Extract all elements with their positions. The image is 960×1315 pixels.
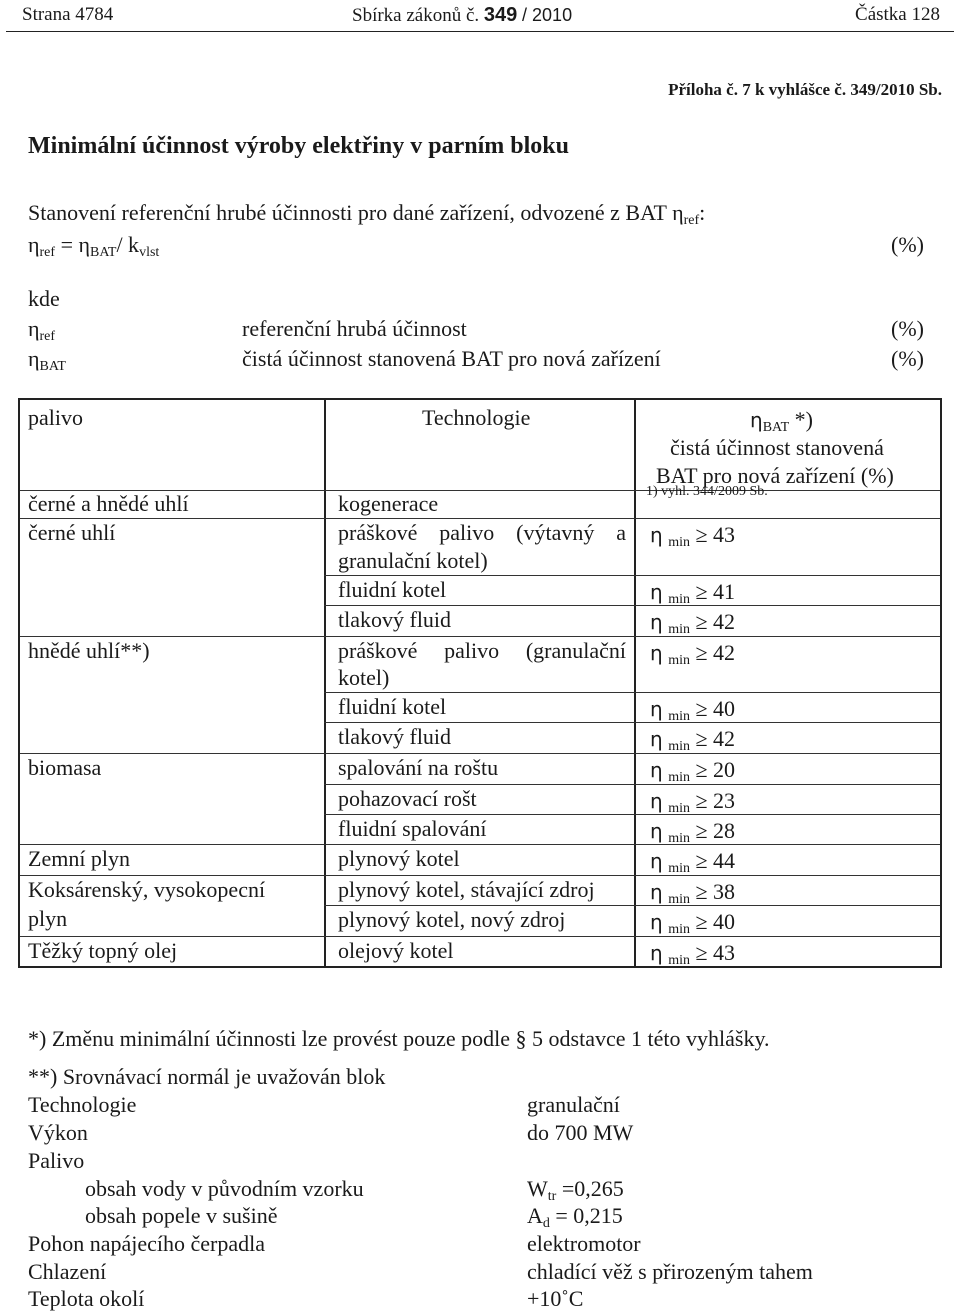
header-rule — [6, 31, 954, 32]
formula-unit: (%) — [891, 232, 924, 257]
eff-sub: min — [668, 861, 690, 876]
page-title: Minimální účinnost výroby elektřiny v parním bloku — [28, 133, 569, 159]
eff-value: ≥ 42 — [695, 640, 736, 665]
spec-value: do 700 MW — [527, 1120, 634, 1145]
spec-sub: d — [542, 1216, 550, 1231]
formula-sub-vlst: vlst — [139, 245, 160, 260]
definition-text-bat: čistá účinnost stanovená BAT pro nová zařízení — [242, 346, 661, 371]
formula — [28, 232, 159, 261]
collection-number: 349 — [483, 4, 518, 26]
eff-value: ≥ 28 — [695, 818, 736, 843]
eta-sub-bat: BAT — [39, 359, 66, 374]
eff-sub: min — [668, 592, 690, 607]
spec-value — [527, 1176, 624, 1205]
fuel-cell: černé uhlí — [28, 520, 116, 545]
eta-sub-bat: BAT — [762, 420, 790, 435]
annex-label: Příloha č. 7 k vyhlášce č. 349/2010 Sb. — [668, 80, 942, 99]
eta-symbol: η — [650, 580, 663, 604]
tech-cell: tlakový fluid — [338, 724, 452, 749]
spec-label: Pohon napájecího čerpadla — [28, 1231, 266, 1256]
tech-cell: fluidní kotel — [338, 577, 447, 602]
intro-sub: ref — [683, 213, 700, 228]
efficiency-table — [18, 398, 942, 968]
tech-cell: plynový kotel — [338, 846, 460, 871]
header-fuel: palivo — [28, 405, 83, 430]
eff-cell — [650, 638, 735, 676]
table-column-divider — [634, 400, 636, 966]
intro-line — [28, 200, 705, 229]
fuel-cell: černé a hnědé uhlí — [28, 491, 189, 516]
header-eff-line2: čistá účinnost stanovená — [670, 435, 884, 460]
tech-cell: práškové palivo (výtavný a — [338, 520, 626, 545]
formula-equals: = η — [55, 232, 90, 257]
eta-symbol: η — [750, 408, 763, 432]
tech-cell: fluidní spalování — [338, 816, 487, 841]
header-eff-note: 1) vyhl. 344/2009 Sb. — [646, 484, 768, 499]
page-label: Strana 4784 — [22, 4, 114, 25]
tech-cell: práškové palivo (granulační — [338, 638, 626, 663]
eff-value: ≥ 40 — [695, 696, 736, 721]
tech-cell: plynový kotel, stávající zdroj — [338, 877, 595, 902]
definition-symbol-bat — [28, 346, 66, 375]
eta-symbol: η — [650, 880, 663, 904]
spec-value: +10˚C — [527, 1286, 584, 1311]
eta-symbol: η — [650, 941, 663, 965]
definition-symbol-ref — [28, 316, 55, 345]
footnote-star2: **) Srovnávací normál je uvažován blok — [28, 1064, 386, 1089]
spec-number: = 0,215 — [549, 1203, 623, 1228]
spec-symbol: W — [527, 1176, 548, 1201]
tech-cell: spalování na roštu — [338, 755, 499, 780]
spec-symbol: A — [527, 1203, 543, 1228]
eff-sub: min — [668, 831, 690, 846]
spec-number: =0,265 — [556, 1176, 624, 1201]
eff-sub: min — [668, 622, 690, 637]
eta-symbol: η — [650, 523, 663, 547]
eta-symbol: η — [650, 727, 663, 751]
spec-value: elektromotor — [527, 1231, 641, 1256]
eta-symbol: η — [650, 697, 663, 721]
collection-year: / 2010 — [522, 5, 573, 25]
intro-colon: : — [699, 200, 706, 225]
fuel-cell: Těžký topný olej — [28, 938, 178, 963]
eff-value: ≥ 42 — [695, 609, 736, 634]
tech-cell: tlakový fluid — [338, 607, 452, 632]
eff-value: ≥ 23 — [695, 788, 736, 813]
spec-label: Technologie — [28, 1092, 137, 1117]
intro-text: Stanovení referenční hrubé účinnosti pro dané zařízení, odvozené z BAT η — [28, 200, 684, 225]
tech-cell: kotel) — [338, 665, 390, 690]
eff-sub: min — [668, 739, 690, 754]
fuel-cell: biomasa — [28, 755, 102, 780]
footnote-star1: *) Změnu minimální účinnosti lze provést pouze podle § 5 odstavce 1 této vyhlášky. — [28, 1026, 770, 1051]
eta-sub-ref: ref — [39, 329, 56, 344]
tech-cell: fluidní kotel — [338, 694, 447, 719]
fuel-cell: hnědé uhlí**) — [28, 638, 150, 663]
eff-sub: min — [668, 770, 690, 785]
eta-symbol: η — [650, 641, 663, 665]
eff-cell — [650, 520, 735, 558]
table-column-divider — [324, 400, 326, 966]
fuel-cell: plyn — [28, 906, 68, 931]
tech-cell: plynový kotel, nový zdroj — [338, 907, 566, 932]
spec-sub: tr — [547, 1189, 557, 1204]
tech-cell: pohazovací rošt — [338, 786, 477, 811]
eff-sub: min — [668, 953, 690, 968]
eff-value: ≥ 41 — [695, 579, 736, 604]
spec-label: Chlazení — [28, 1259, 107, 1284]
part-label: Částka 128 — [855, 4, 940, 25]
eff-star: *) — [789, 407, 813, 432]
eff-value: ≥ 43 — [695, 522, 736, 547]
definitions-kde: kde — [28, 286, 60, 311]
eff-sub: min — [668, 653, 690, 668]
eta-symbol: η — [650, 758, 663, 782]
spec-label: Výkon — [28, 1120, 88, 1145]
eff-value: ≥ 43 — [695, 940, 736, 965]
formula-sub-ref: ref — [39, 245, 56, 260]
eta-symbol: η — [650, 819, 663, 843]
eff-sub: min — [668, 892, 690, 907]
eta-symbol: η — [28, 316, 40, 341]
eff-value: ≥ 40 — [695, 909, 736, 934]
fuel-cell: Zemní plyn — [28, 846, 131, 871]
spec-value: granulační — [527, 1092, 620, 1117]
eta-symbol: η — [650, 789, 663, 813]
header-technology: Technologie — [422, 405, 531, 430]
eff-sub: min — [668, 801, 690, 816]
definition-unit-ref: (%) — [891, 316, 924, 341]
fuel-cell: Koksárenský, vysokopecní — [28, 877, 266, 902]
collection-label — [352, 4, 572, 27]
spec-label: Teplota okolí — [28, 1286, 145, 1311]
eff-sub: min — [668, 709, 690, 724]
eff-sub: min — [668, 535, 690, 550]
formula-divide: / k — [116, 232, 140, 257]
eta-symbol: η — [28, 346, 40, 371]
spec-value: chladící věž s přirozeným tahem — [527, 1259, 813, 1284]
eta-symbol: η — [650, 849, 663, 873]
spec-label: obsah popele v sušině — [85, 1203, 278, 1228]
tech-cell: granulační kotel) — [338, 548, 488, 573]
eta-symbol: η — [650, 910, 663, 934]
formula-eta: η — [28, 232, 40, 257]
eff-value: ≥ 44 — [695, 848, 736, 873]
definition-unit-bat: (%) — [891, 346, 924, 371]
spec-label: Palivo — [28, 1148, 85, 1173]
eff-sub: min — [668, 922, 690, 937]
eff-value: ≥ 20 — [695, 757, 736, 782]
header-eff-line3: BAT pro nová zařízení (%) — [656, 463, 894, 488]
formula-sub-bat: BAT — [89, 245, 117, 260]
spec-label: obsah vody v původním vzorku — [85, 1176, 364, 1201]
tech-cell: kogenerace — [338, 491, 439, 516]
spec-value — [527, 1203, 623, 1232]
definition-text-ref: referenční hrubá účinnost — [242, 316, 467, 341]
eta-symbol: η — [650, 610, 663, 634]
eff-cell — [650, 938, 735, 976]
collection-text: Sbírka zákonů č. — [352, 5, 480, 26]
eff-value: ≥ 38 — [695, 879, 736, 904]
table-row-rule — [20, 844, 940, 845]
eff-value: ≥ 42 — [695, 726, 736, 751]
tech-cell: olejový kotel — [338, 938, 454, 963]
